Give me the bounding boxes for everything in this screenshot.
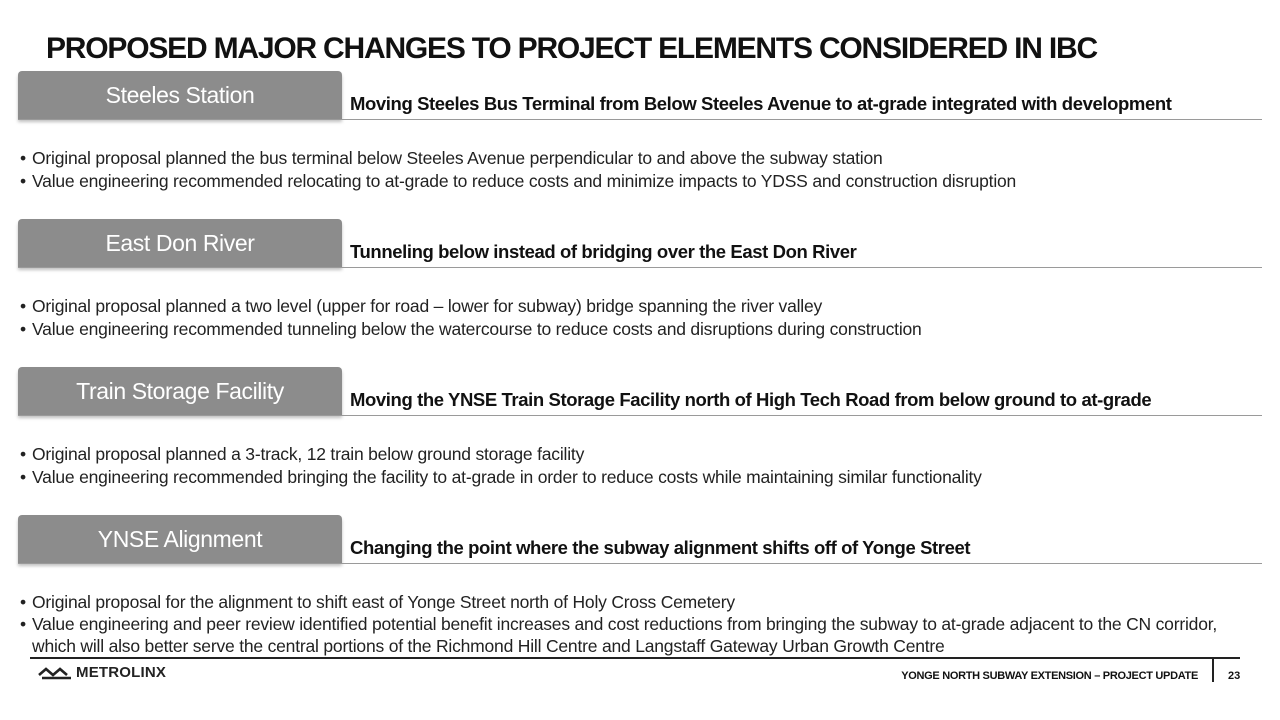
bullet-item: • Original proposal planned a 3-track, 12 train below ground storage facility (20, 443, 1260, 466)
metrolinx-logo (38, 664, 166, 681)
footer-project-title: YONGE NORTH SUBWAY EXTENSION – PROJECT UPDATE (901, 670, 1198, 682)
section-subtitle: Changing the point where the subway alignment shifts off of Yonge Street (350, 537, 971, 558)
logo-text: METROLINX (76, 664, 167, 681)
section-subtitle: Tunneling below instead of bridging over the East Don River (350, 241, 857, 262)
section-divider (18, 563, 1262, 564)
bullet-list (20, 147, 1260, 193)
metrolinx-logo-icon (38, 665, 72, 681)
section-divider (18, 267, 1262, 268)
bullet-item: • Original proposal planned a two level (upper for road – lower for subway) bridge spanning the river valley (20, 295, 1260, 318)
slide-title: PROPOSED MAJOR CHANGES TO PROJECT ELEMENTS CONSIDERED IN IBC (46, 32, 1097, 65)
bullet-list (20, 443, 1260, 489)
bullet-item: • Value engineering recommended relocating to at-grade to reduce costs and minimize impacts to YDSS and construction disruption (20, 170, 1260, 193)
section-subtitle: Moving Steeles Bus Terminal from Below Steeles Avenue to at-grade integrated with development (350, 93, 1172, 114)
section-tab: Steeles Station (18, 71, 342, 119)
section-divider (18, 119, 1262, 120)
section-divider (18, 415, 1262, 416)
bullet-item: • Original proposal for the alignment to shift east of Yonge Street north of Holy Cross Cemetery (20, 591, 1260, 613)
bullet-item: • Value engineering and peer review identified potential benefit increases and cost reductions from bringing the subway to at-grade adjacent to the CN corridor, which will also better serve the central portions of the Richmond Hill Centre and Langstaff Gateway Urban Growth Centre (20, 613, 1260, 657)
bullet-list (20, 295, 1260, 341)
bullet-item: • Value engineering recommended bringing the facility to at-grade in order to reduce costs while maintaining similar functionality (20, 466, 1260, 489)
footer-separator (1212, 658, 1214, 682)
bullet-item: • Value engineering recommended tunneling below the watercourse to reduce costs and disruptions during construction (20, 318, 1260, 341)
section-tab: East Don River (18, 219, 342, 267)
bullet-list (20, 591, 1260, 657)
page-number: 23 (1228, 670, 1241, 682)
section-tab: YNSE Alignment (18, 515, 342, 563)
section-tab: Train Storage Facility (18, 367, 342, 415)
footer-divider (30, 657, 1240, 659)
bullet-item: • Original proposal planned the bus terminal below Steeles Avenue perpendicular to and above the subway station (20, 147, 1260, 170)
section-subtitle: Moving the YNSE Train Storage Facility north of High Tech Road from below ground to at-grade (350, 389, 1152, 410)
